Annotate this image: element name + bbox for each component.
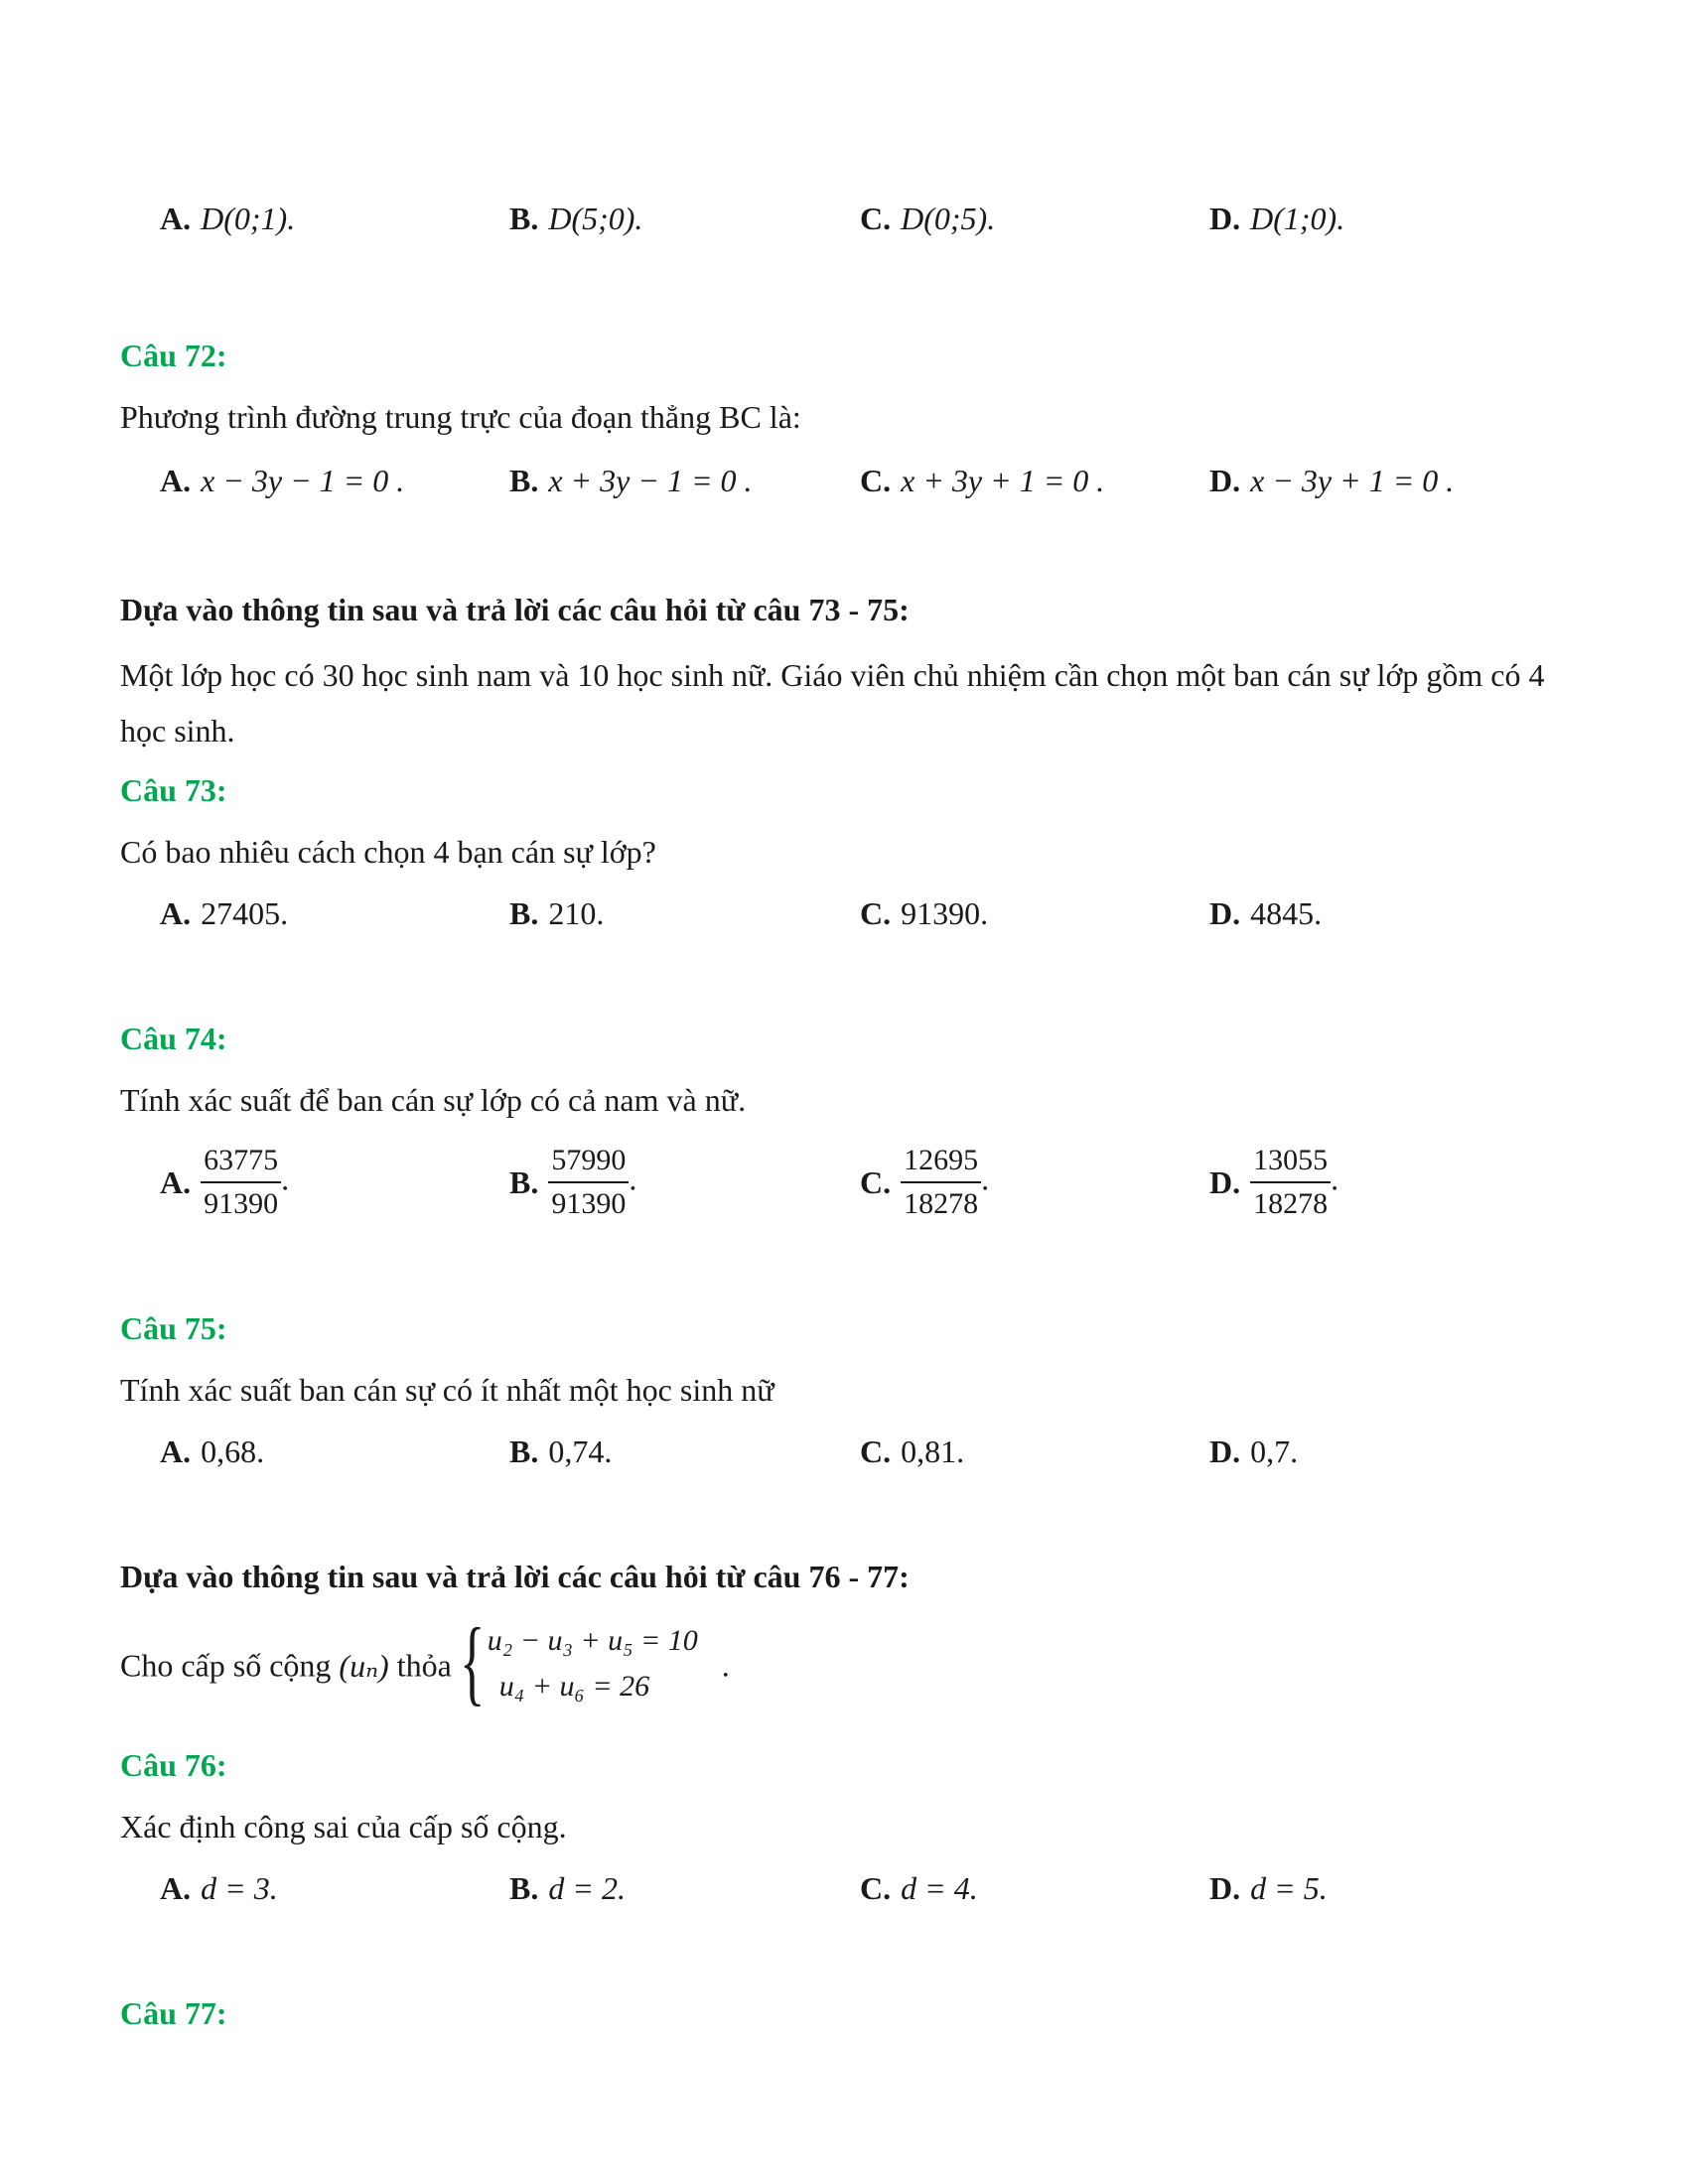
q72-question: Phương trình đường trung trực của đoạn thẳng BC là: (120, 399, 801, 435)
q75-question: Tính xác suất ban cán sự có ít nhất một học sinh nữ (120, 1372, 774, 1408)
q77-title: Câu 77: (120, 1995, 227, 2031)
q74-option-b[interactable]: B. $\frac{57990}{91390}$ . (509, 1144, 637, 1220)
q73-question: Có bao nhiêu cách chọn 4 bạn cán sự lớp? (120, 834, 656, 870)
q71-option-a[interactable]: A. D(0;1). (160, 201, 296, 236)
q76-title: Câu 76: (120, 1747, 227, 1783)
q76-option-d[interactable]: D. d = 5. (1209, 1870, 1328, 1906)
q73-options (0, 895, 1688, 955)
equation-1: u₂ − u₃ + u₅ = 10 (487, 1624, 698, 1657)
q73-option-b[interactable]: B. 210. (509, 895, 605, 931)
fraction: $\frac{63775}{91390}$ (201, 1144, 281, 1221)
equation-2: u₄ + u₆ = 26 (498, 1670, 650, 1703)
q71-options (0, 201, 1688, 260)
q75-option-a[interactable]: A. 0,68. (160, 1433, 265, 1469)
q75-option-c[interactable]: C. 0,81. (860, 1433, 965, 1469)
brace-icon: { (459, 1608, 486, 1714)
group2-text: Cho cấp số cộng (uₙ) thỏa { u₂ − u₃ + u₅ = 10 u₄ + u₆ = 26 . (120, 1608, 730, 1714)
q75-title: Câu 75: (120, 1310, 227, 1346)
q73-option-c[interactable]: C. 91390. (860, 895, 989, 931)
fraction: $\frac{57990}{91390}$ (548, 1144, 629, 1221)
fraction: $\frac{13055}{18278}$ (1250, 1144, 1331, 1221)
q75-option-d[interactable]: D. 0,7. (1209, 1433, 1299, 1469)
q71-option-b[interactable]: B. D(5;0). (509, 201, 643, 236)
q73-option-d[interactable]: D. 4845. (1209, 895, 1323, 931)
q72-option-d[interactable]: D. x − 3y + 1 = 0 . (1209, 463, 1455, 498)
q74-options (0, 1144, 1688, 1233)
group2-heading: Dựa vào thông tin sau và trả lời các câu hỏi từ câu 76 - 77: (120, 1559, 910, 1594)
group1-heading: Dựa vào thông tin sau và trả lời các câu hỏi từ câu 73 - 75: (120, 592, 910, 627)
q75-option-b[interactable]: B. 0,74. (509, 1433, 613, 1469)
q75-options (0, 1433, 1688, 1493)
sequence-symbol: (uₙ) (339, 1648, 389, 1684)
q73-option-a[interactable]: A. 27405. (160, 895, 289, 931)
q72-option-c[interactable]: C. x + 3y + 1 = 0 . (860, 463, 1105, 498)
q74-title: Câu 74: (120, 1021, 227, 1056)
q74-option-a[interactable]: A. $\frac{63775}{91390}$ . (160, 1144, 290, 1220)
q74-question: Tính xác suất để ban cán sự lớp có cả nam và nữ. (120, 1082, 747, 1118)
q71-option-d[interactable]: D. D(1;0). (1209, 201, 1345, 236)
q72-option-b[interactable]: B. x + 3y − 1 = 0 . (509, 463, 753, 498)
q72-title: Câu 72: (120, 338, 227, 373)
fraction: $\frac{12695}{18278}$ (901, 1144, 981, 1221)
q76-options (0, 1870, 1688, 1930)
q74-option-c[interactable]: C. $\frac{12695}{18278}$ . (860, 1144, 990, 1220)
q76-option-b[interactable]: B. d = 2. (509, 1870, 626, 1906)
q76-option-a[interactable]: A. d = 3. (160, 1870, 278, 1906)
q71-option-c[interactable]: C. D(0;5). (860, 201, 996, 236)
q74-option-d[interactable]: D. $\frac{13055}{18278}$ . (1209, 1144, 1339, 1220)
q72-options (0, 463, 1688, 522)
q76-question: Xác định công sai của cấp số cộng. (120, 1809, 567, 1844)
group1-text: Một lớp học có 30 học sinh nam và 10 học sinh nữ. Giáo viên chủ nhiệm cần chọn một ban cán sự lớp gồm có 4 học sinh. (120, 657, 1545, 749)
q72-option-a[interactable]: A. x − 3y − 1 = 0 . (160, 463, 405, 498)
q76-option-c[interactable]: C. d = 4. (860, 1870, 978, 1906)
equation-system (459, 1608, 714, 1714)
q73-title: Câu 73: (120, 772, 227, 808)
